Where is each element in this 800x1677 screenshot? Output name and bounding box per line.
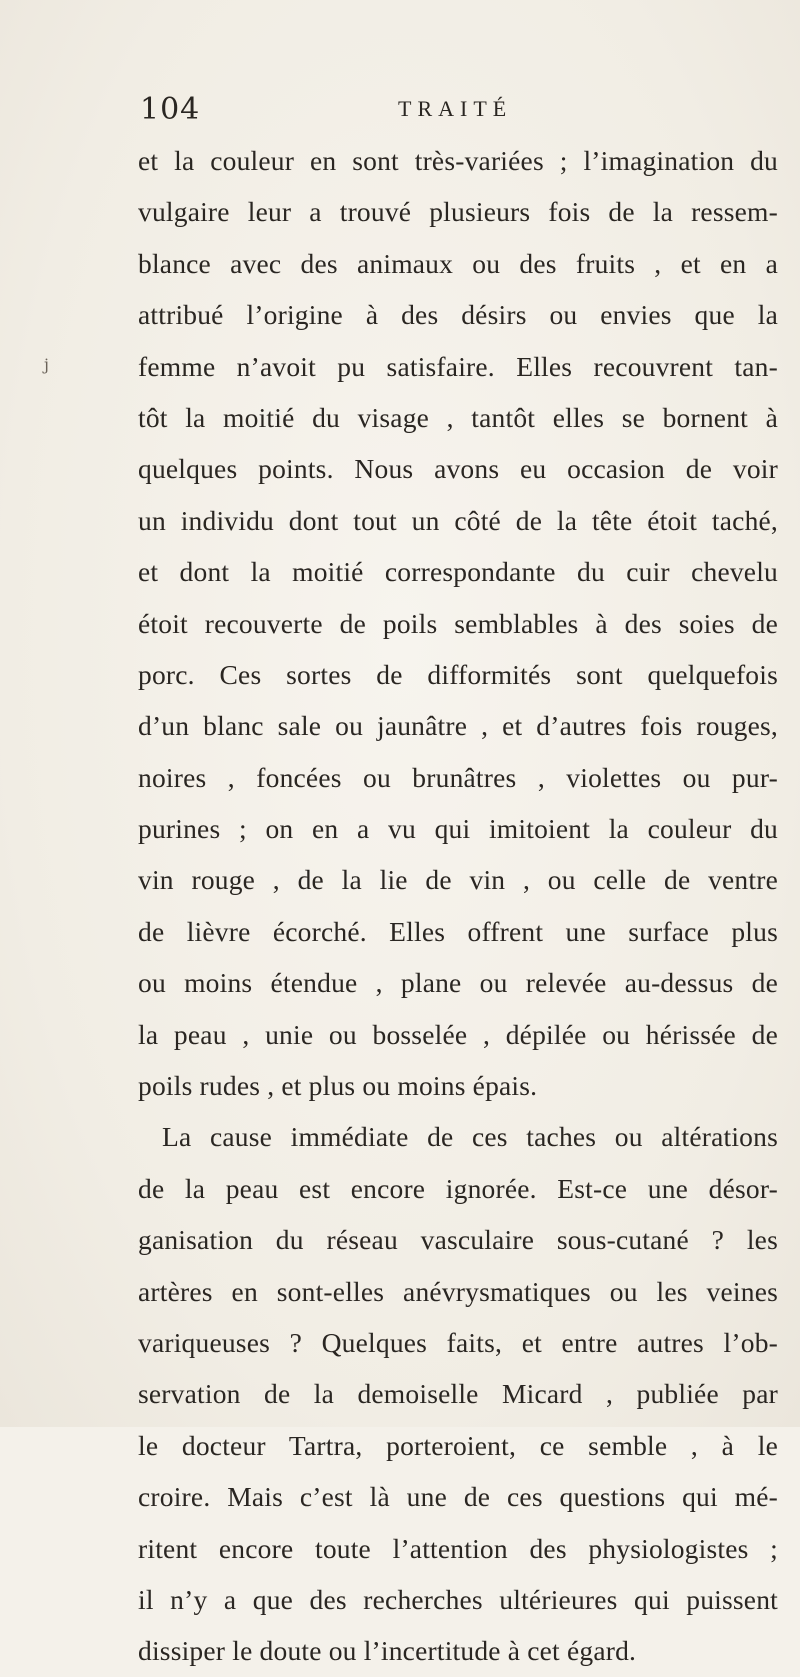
text-line: variqueuses ? Quelques faits, et entre autres l’ob-	[138, 1326, 778, 1358]
margin-mark: j	[44, 355, 49, 374]
text-line: noires , foncées ou brunâtres , violettes ou pur-	[138, 761, 778, 793]
text-line: de lièvre écorché. Elles offrent une surface plus	[138, 915, 778, 947]
page-header	[140, 92, 680, 132]
text-line: tôt la moitié du visage , tantôt elles se bornent à	[138, 401, 778, 433]
text-line: dissiper le doute ou l’incertitude à cet égard.	[138, 1635, 637, 1667]
text-line: le docteur Tartra, porteroient, ce semble , à le	[138, 1429, 778, 1461]
text-line: porc. Ces sortes de difformités sont quelquefois	[138, 658, 778, 690]
text-line: vulgaire leur a trouvé plusieurs fois de la ressem-	[138, 196, 778, 228]
text-line: un individu dont tout un côté de la tête étoit taché,	[138, 504, 778, 536]
text-line: et dont la moitié correspondante du cuir chevelu	[138, 556, 778, 588]
text-line: étoit recouverte de poils semblables à des soies de	[138, 607, 778, 639]
text-line: ganisation du réseau vasculaire sous-cutané ? les	[138, 1224, 778, 1256]
text-line: poils rudes , et plus ou moins épais.	[138, 1070, 538, 1102]
text-line: blance avec des animaux ou des fruits , et en a	[138, 247, 778, 279]
text-line: et la couleur en sont très-variées ; l’imagination du	[138, 145, 778, 176]
text-line: d’un blanc sale ou jaunâtre , et d’autres fois rouges,	[138, 710, 778, 742]
text-line: quelques points. Nous avons eu occasion de voir	[138, 453, 778, 485]
text-line: ritent encore toute l’attention des physiologistes ;	[138, 1532, 778, 1564]
text-line: il n’y a que des recherches ultérieures qui puissent	[138, 1583, 778, 1615]
text-line: servation de la demoiselle Micard , publiée par	[138, 1378, 778, 1410]
text-line: La cause immédiate de ces taches ou altérations	[162, 1121, 778, 1153]
text-line: ou moins étendue , plane ou relevée au-dessus de	[138, 967, 778, 999]
text-line: purines ; on en a vu qui imitoient la couleur du	[138, 813, 778, 845]
text-line: artères en sont-elles anévrysmatiques ou les veines	[138, 1275, 778, 1307]
running-title: TRAITÉ	[398, 96, 513, 121]
text-line: croire. Mais c’est là une de ces questions qui mé-	[138, 1481, 778, 1513]
page-number: 104	[140, 92, 201, 127]
text-line: attribué l’origine à des désirs ou envies que la	[138, 299, 778, 331]
text-line: de la peau est encore ignorée. Est-ce une désor-	[138, 1172, 778, 1204]
text-line: femme n’avoit pu satisfaire. Elles recouvrent tan-	[138, 350, 778, 382]
text-line: la peau , unie ou bosselée , dépilée ou hérissée de	[138, 1018, 778, 1050]
text-line: vin rouge , de la lie de vin , ou celle de ventre	[138, 864, 778, 896]
body-text	[138, 135, 778, 1677]
